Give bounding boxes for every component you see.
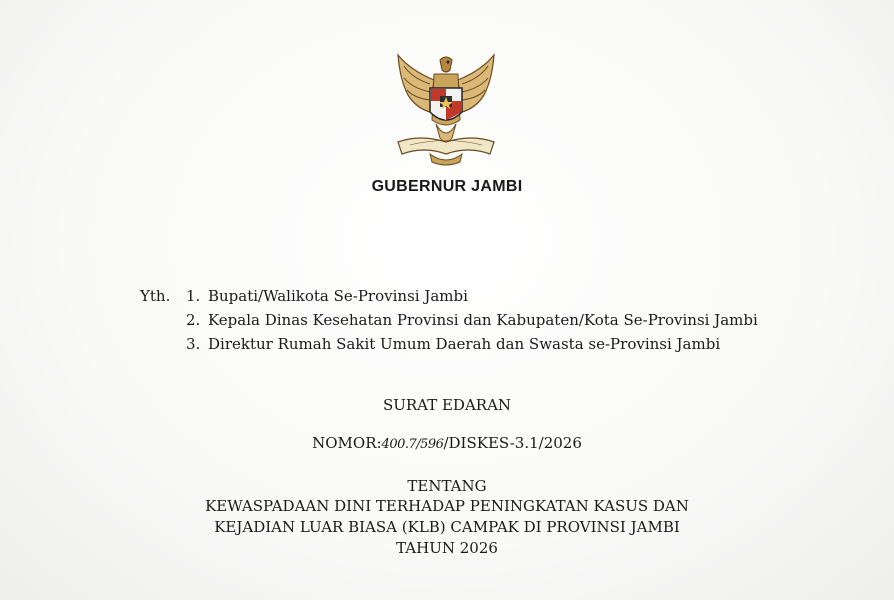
about-label: TENTANG [407, 477, 487, 495]
header-title: GUBERNUR JAMBI [371, 178, 523, 195]
letter-number-handwritten: 400.7/596 [381, 437, 444, 452]
addressee-prefix: Yth. [140, 287, 171, 305]
letter-type: SURAT EDARAN [382, 396, 512, 414]
letter-number-prefix: NOMOR: [312, 434, 382, 452]
letter-number [0, 434, 894, 452]
subject-line: TAHUN 2026 [396, 539, 498, 557]
addressee-item [140, 284, 758, 308]
addressee-number: 1. [186, 287, 201, 305]
addressee-text: Direktur Rumah Sakit Umum Daerah dan Swasta se-Provinsi Jambi [208, 335, 721, 353]
addressee-number: 3. [186, 335, 201, 353]
addressee-number: 2. [186, 311, 201, 329]
addressee-text: Bupati/Walikota Se-Provinsi Jambi [208, 287, 468, 305]
addressee-text: Kepala Dinas Kesehatan Provinsi dan Kabupaten/Kota Se-Provinsi Jambi [208, 311, 758, 329]
subject-line: KEWASPADAAN DINI TERHADAP PENINGKATAN KASUS DAN [205, 497, 689, 515]
letter-number-suffix: /DISKES-3.1/2026 [443, 434, 582, 452]
addressee-block [140, 284, 758, 356]
subject-line: KEJADIAN LUAR BIASA (KLB) CAMPAK DI PROVINSI JAMBI [214, 518, 680, 536]
addressee-item [140, 332, 758, 356]
garuda-emblem-icon [390, 50, 502, 170]
addressee-item [140, 308, 758, 332]
